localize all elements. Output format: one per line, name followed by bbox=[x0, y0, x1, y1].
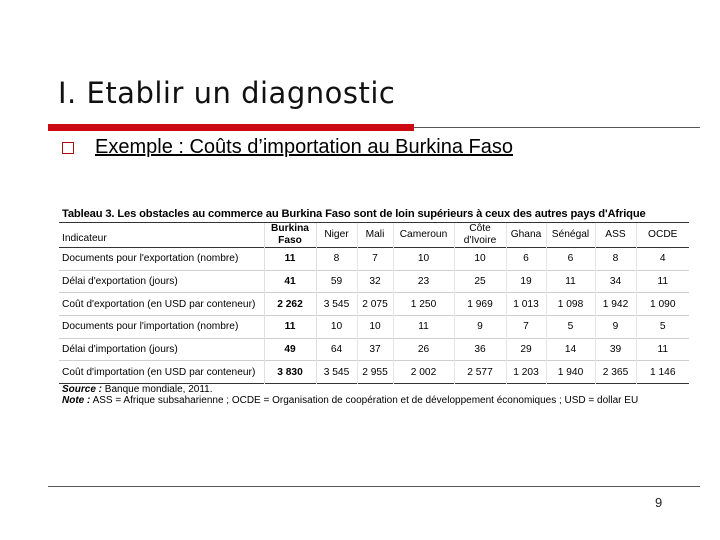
table-cell: 10 bbox=[393, 248, 454, 271]
table-cell: 14 bbox=[546, 338, 595, 361]
column-header: Mali bbox=[357, 223, 393, 248]
table-cell: 10 bbox=[316, 316, 357, 339]
table-cell: 26 bbox=[393, 338, 454, 361]
footer-rule bbox=[48, 486, 700, 487]
table-cell: 1 090 bbox=[636, 293, 689, 316]
table-header-row bbox=[59, 223, 689, 248]
table-cell: 34 bbox=[595, 270, 636, 293]
table-cell: 1 203 bbox=[506, 361, 546, 384]
table-cell: 11 bbox=[546, 270, 595, 293]
table-cell: 3 545 bbox=[316, 293, 357, 316]
table-cell: 1 940 bbox=[546, 361, 595, 384]
table-cell: 1 250 bbox=[393, 293, 454, 316]
row-label: Documents pour l'exportation (nombre) bbox=[62, 253, 239, 265]
table-cell: 41 bbox=[264, 270, 316, 293]
column-header: ASS bbox=[595, 223, 636, 248]
obstacles-table bbox=[59, 223, 689, 384]
table-row bbox=[59, 316, 689, 339]
table-cell: 2 955 bbox=[357, 361, 393, 384]
table-cell: 39 bbox=[595, 338, 636, 361]
table-cell: 49 bbox=[264, 338, 316, 361]
row-label: Documents pour l'importation (nombre) bbox=[62, 321, 239, 333]
table-cell: 2 365 bbox=[595, 361, 636, 384]
table-cell: 11 bbox=[393, 316, 454, 339]
slide-title: I. Etablir un diagnostic bbox=[58, 76, 396, 110]
table-cell: 7 bbox=[357, 248, 393, 271]
table-cell: 59 bbox=[316, 270, 357, 293]
table-cell: 9 bbox=[454, 316, 506, 339]
table-row bbox=[59, 293, 689, 316]
table-cell: 2 577 bbox=[454, 361, 506, 384]
table-cell: 7 bbox=[506, 316, 546, 339]
table-cell: 9 bbox=[595, 316, 636, 339]
obstacles-table-figure bbox=[59, 206, 689, 413]
note-label: Note : bbox=[62, 394, 91, 406]
table-cell: 1 013 bbox=[506, 293, 546, 316]
table-cell: 10 bbox=[454, 248, 506, 271]
column-header: Côte d'Ivoire bbox=[454, 223, 506, 248]
table-cell: 11 bbox=[264, 316, 316, 339]
table-cell: 37 bbox=[357, 338, 393, 361]
table-cell: 2 075 bbox=[357, 293, 393, 316]
table-cell: 3 830 bbox=[264, 361, 316, 384]
note-text: ASS = Afrique subsaharienne ; OCDE = Organisation de coopération et de développement économiques ; USD = dollar EU bbox=[92, 394, 639, 406]
table-cell: 6 bbox=[546, 248, 595, 271]
page-number: 9 bbox=[655, 495, 663, 510]
column-header: Cameroun bbox=[393, 223, 454, 248]
table-cell: 4 bbox=[636, 248, 689, 271]
table-cell: 23 bbox=[393, 270, 454, 293]
table-row bbox=[59, 270, 689, 293]
table-cell: 11 bbox=[636, 270, 689, 293]
table-cell: 1 098 bbox=[546, 293, 595, 316]
table-cell: 5 bbox=[636, 316, 689, 339]
row-label: Délai d'importation (jours) bbox=[62, 344, 178, 356]
table-cell: 8 bbox=[595, 248, 636, 271]
source-label: Source : bbox=[62, 384, 103, 396]
table-title: Tableau 3. Les obstacles au commerce au Burkina Faso sont de loin supérieurs à ceux des autres pays d'Afrique bbox=[59, 206, 689, 223]
source-text: Banque mondiale, 2011. bbox=[104, 384, 213, 396]
table-cell: 25 bbox=[454, 270, 506, 293]
column-header: Indicateur bbox=[62, 233, 107, 244]
table-cell: 2 002 bbox=[393, 361, 454, 384]
table-cell: 32 bbox=[357, 270, 393, 293]
bullet-text: Exemple : Coûts d’importation au Burkina Faso bbox=[95, 136, 513, 158]
square-bullet-icon bbox=[62, 142, 74, 154]
table-cell: 10 bbox=[357, 316, 393, 339]
table-notes bbox=[59, 384, 689, 406]
column-header: Burkina Faso bbox=[264, 223, 316, 248]
column-header: Ghana bbox=[506, 223, 546, 248]
table-row bbox=[59, 361, 689, 384]
table-cell: 1 969 bbox=[454, 293, 506, 316]
note-line bbox=[62, 396, 689, 407]
table-cell: 36 bbox=[454, 338, 506, 361]
table-cell: 1 146 bbox=[636, 361, 689, 384]
title-accent-bar bbox=[48, 124, 414, 131]
column-header: OCDE bbox=[636, 223, 689, 248]
table-cell: 6 bbox=[506, 248, 546, 271]
table-cell: 11 bbox=[636, 338, 689, 361]
table-cell: 19 bbox=[506, 270, 546, 293]
table-cell: 3 545 bbox=[316, 361, 357, 384]
column-header: Sénégal bbox=[546, 223, 595, 248]
row-label: Délai d'exportation (jours) bbox=[62, 276, 178, 288]
table-cell: 11 bbox=[264, 248, 316, 271]
table-cell: 2 262 bbox=[264, 293, 316, 316]
column-header: Niger bbox=[316, 223, 357, 248]
table-cell: 8 bbox=[316, 248, 357, 271]
table-cell: 1 942 bbox=[595, 293, 636, 316]
table-row bbox=[59, 248, 689, 271]
table-row bbox=[59, 338, 689, 361]
table-cell: 64 bbox=[316, 338, 357, 361]
row-label: Coût d'importation (en USD par conteneur) bbox=[62, 366, 256, 378]
table-cell: 29 bbox=[506, 338, 546, 361]
row-label: Coût d'exportation (en USD par conteneur) bbox=[62, 298, 256, 310]
table-cell: 5 bbox=[546, 316, 595, 339]
